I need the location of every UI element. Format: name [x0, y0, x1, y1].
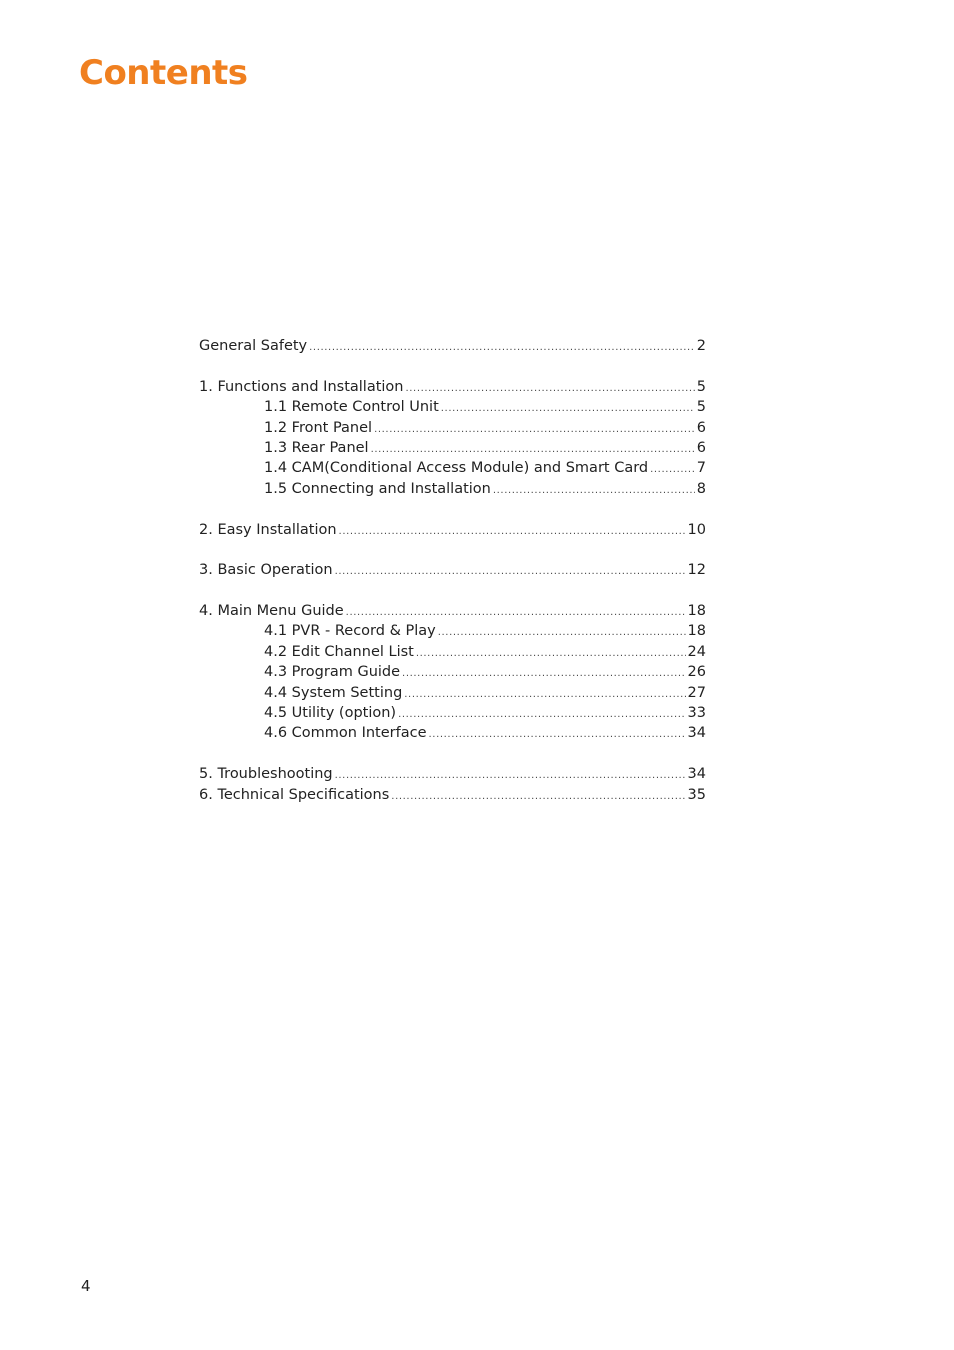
toc-entry-page: 2 [696, 338, 706, 354]
toc-dot-leader [346, 603, 686, 621]
toc-entry[interactable] [199, 458, 706, 478]
toc-entry-page: 33 [687, 705, 706, 722]
toc-entry[interactable] [199, 520, 706, 540]
page-title: Contents [79, 53, 248, 93]
page-number: 4 [81, 1277, 91, 1295]
toc-entry-page: 6 [696, 439, 706, 456]
toc-entry[interactable] [199, 601, 706, 621]
toc-entry-label: 1.5 Connecting and Installation [264, 480, 491, 497]
toc-entry[interactable] [199, 662, 706, 682]
toc-dot-leader [335, 562, 686, 580]
toc-entry-label: 4. Main Menu Guide [199, 603, 344, 620]
toc-entry-label: 6. Technical Specifications [199, 786, 390, 803]
toc-entry-label: 1.3 Rear Panel [264, 439, 369, 456]
toc-entry-page: 34 [687, 725, 706, 742]
toc-dot-leader [402, 664, 686, 682]
toc-entry[interactable] [199, 683, 706, 703]
toc-entry-label: 4.6 Common Interface [264, 725, 427, 742]
toc-entry[interactable] [199, 418, 706, 438]
toc-dot-leader [650, 460, 695, 478]
toc-entry-page: 18 [687, 623, 706, 640]
toc-dot-leader [441, 399, 695, 417]
toc-entry[interactable] [199, 336, 706, 356]
toc-dot-leader [309, 338, 695, 356]
toc-entry-page: 34 [687, 766, 706, 783]
toc-entry-label: 4.1 PVR - Record & Play [264, 623, 436, 640]
toc-entry-label: 5. Troubleshooting [199, 766, 333, 783]
toc-entry-label: 1.2 Front Panel [264, 419, 373, 436]
toc-dot-leader [335, 766, 686, 784]
toc-entry[interactable] [199, 479, 706, 499]
toc-entry-label: 4.5 Utility (option) [264, 705, 397, 722]
toc-entry-label: 1.1 Remote Control Unit [264, 399, 439, 416]
toc-entry[interactable] [199, 397, 706, 417]
toc-entry-label: 3. Basic Operation [199, 562, 333, 579]
toc-entry-page: 27 [687, 684, 706, 701]
toc-entry-label: 1. Functions and Installation [199, 378, 404, 395]
toc-entry-page: 5 [696, 399, 706, 416]
table-of-contents [199, 336, 706, 805]
toc-entry-page: 6 [696, 419, 706, 436]
toc-dot-leader [405, 379, 694, 397]
toc-entry-label: 4.4 System Setting [264, 684, 403, 701]
toc-entry-label: 2. Easy Installation [199, 521, 337, 538]
toc-dot-leader [391, 787, 685, 805]
toc-dot-leader [438, 623, 686, 641]
toc-entry[interactable] [199, 703, 706, 723]
toc-entry-label: 1.4 CAM(Conditional Access Module) and Smart Card [264, 460, 649, 477]
toc-dot-leader [371, 440, 695, 458]
toc-entry-page: 10 [687, 521, 706, 538]
toc-entry-label: 4.2 Edit Channel List [264, 643, 414, 660]
toc-entry[interactable] [199, 642, 706, 662]
toc-entry[interactable] [199, 764, 706, 784]
toc-entry-label: 4.3 Program Guide [264, 664, 401, 681]
toc-dot-leader [339, 522, 686, 540]
toc-entry-page: 5 [696, 378, 706, 395]
toc-entry-page: 8 [696, 480, 706, 497]
toc-entry[interactable] [199, 377, 706, 397]
toc-entry[interactable] [199, 560, 706, 580]
toc-entry-page: 7 [696, 460, 706, 477]
toc-entry-page: 12 [687, 562, 706, 579]
toc-dot-leader [429, 725, 686, 743]
toc-dot-leader [374, 420, 695, 438]
toc-entry-page: 35 [687, 786, 706, 803]
toc-entry[interactable] [199, 785, 706, 805]
toc-entry[interactable] [199, 438, 706, 458]
toc-entry[interactable] [199, 723, 706, 743]
toc-entry-page: 26 [687, 664, 706, 681]
toc-dot-leader [416, 644, 686, 662]
toc-entry-page: 18 [687, 603, 706, 620]
toc-dot-leader [493, 481, 695, 499]
toc-entry-page: 24 [687, 643, 706, 660]
toc-dot-leader [398, 705, 685, 723]
toc-dot-leader [404, 685, 685, 703]
toc-entry-label: General Safety [199, 338, 308, 354]
toc-entry[interactable] [199, 621, 706, 641]
